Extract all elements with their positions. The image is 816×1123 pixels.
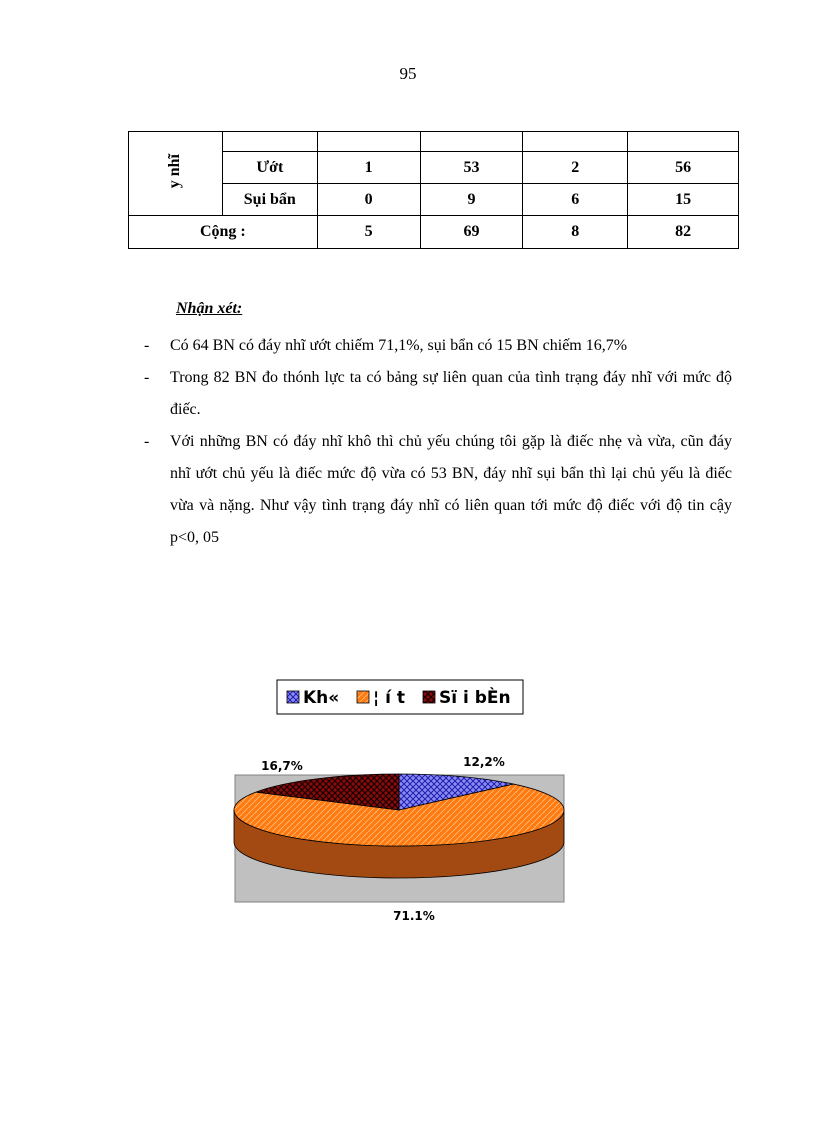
table-cell: 8 bbox=[523, 216, 628, 249]
dash-bullet: - bbox=[144, 369, 150, 386]
table-cell: 6 bbox=[523, 184, 628, 216]
pie-layer bbox=[234, 774, 564, 878]
legend-swatch bbox=[423, 691, 435, 703]
data-label: 12,2% bbox=[463, 755, 505, 769]
table-cell bbox=[317, 132, 420, 152]
notes-list bbox=[144, 330, 732, 554]
dash-bullet: - bbox=[144, 433, 150, 450]
list-item-text: Trong 82 BN đo thónh lực ta có bảng sự liên quan của tình trạng đáy nhĩ với mức độ điếc. bbox=[170, 369, 732, 418]
table-row bbox=[129, 132, 739, 152]
row-group-label: y nhĩ bbox=[166, 153, 184, 189]
table-cell: 9 bbox=[420, 184, 523, 216]
legend-label: ¦ í t bbox=[373, 688, 405, 708]
table-cell: 5 bbox=[317, 216, 420, 249]
table-cell: 15 bbox=[628, 184, 739, 216]
list-item bbox=[144, 426, 732, 554]
table-cell: 69 bbox=[420, 216, 523, 249]
page-number: 95 bbox=[399, 64, 417, 83]
legend-label: Kh« bbox=[303, 688, 340, 708]
legend-label: Sï i bÈn bbox=[439, 688, 511, 708]
table-row-total bbox=[129, 216, 739, 249]
list-item-text: Có 64 BN có đáy nhĩ ướt chiếm 71,1%, sụi bẩn có 15 BN chiếm 16,7% bbox=[170, 337, 628, 354]
table-cell: 2 bbox=[523, 152, 628, 184]
table-cell bbox=[628, 132, 739, 152]
row-label: Sụi bẩn bbox=[222, 184, 317, 216]
table-cell: 1 bbox=[317, 152, 420, 184]
total-label: Cộng : bbox=[129, 216, 318, 249]
list-item bbox=[144, 330, 732, 362]
chart-legend bbox=[277, 680, 523, 714]
row-group-label-cell bbox=[129, 132, 223, 216]
data-label: 71.1% bbox=[393, 909, 435, 923]
legend-swatch bbox=[357, 691, 369, 703]
table-cell bbox=[222, 132, 317, 152]
table-cell: 53 bbox=[420, 152, 523, 184]
list-item-text: Với những BN có đáy nhĩ khô thì chủ yếu chúng tôi gặp là điếc nhẹ và vừa, cũn đáy nhĩ ướt chủ yếu là điếc mức độ vừa có 53 BN, đáy nhĩ sụi bẩn thì lại chủ yếu là điếc vừa và nặng. Như vậy tình trạng đáy nhĩ có liên quan tới mức độ điếc với độ tin cậy p<0, 05 bbox=[170, 433, 732, 546]
table-cell: 56 bbox=[628, 152, 739, 184]
data-label: 16,7% bbox=[261, 759, 303, 773]
notes-heading: Nhận xét: bbox=[176, 300, 243, 317]
table-cell bbox=[523, 132, 628, 152]
pie-chart bbox=[230, 676, 570, 936]
row-label: Ướt bbox=[222, 152, 317, 184]
hearing-table bbox=[128, 131, 739, 249]
table-cell: 82 bbox=[628, 216, 739, 249]
table-cell: 0 bbox=[317, 184, 420, 216]
table-cell bbox=[420, 132, 523, 152]
legend-swatch bbox=[287, 691, 299, 703]
dash-bullet: - bbox=[144, 337, 150, 354]
list-item bbox=[144, 362, 732, 426]
